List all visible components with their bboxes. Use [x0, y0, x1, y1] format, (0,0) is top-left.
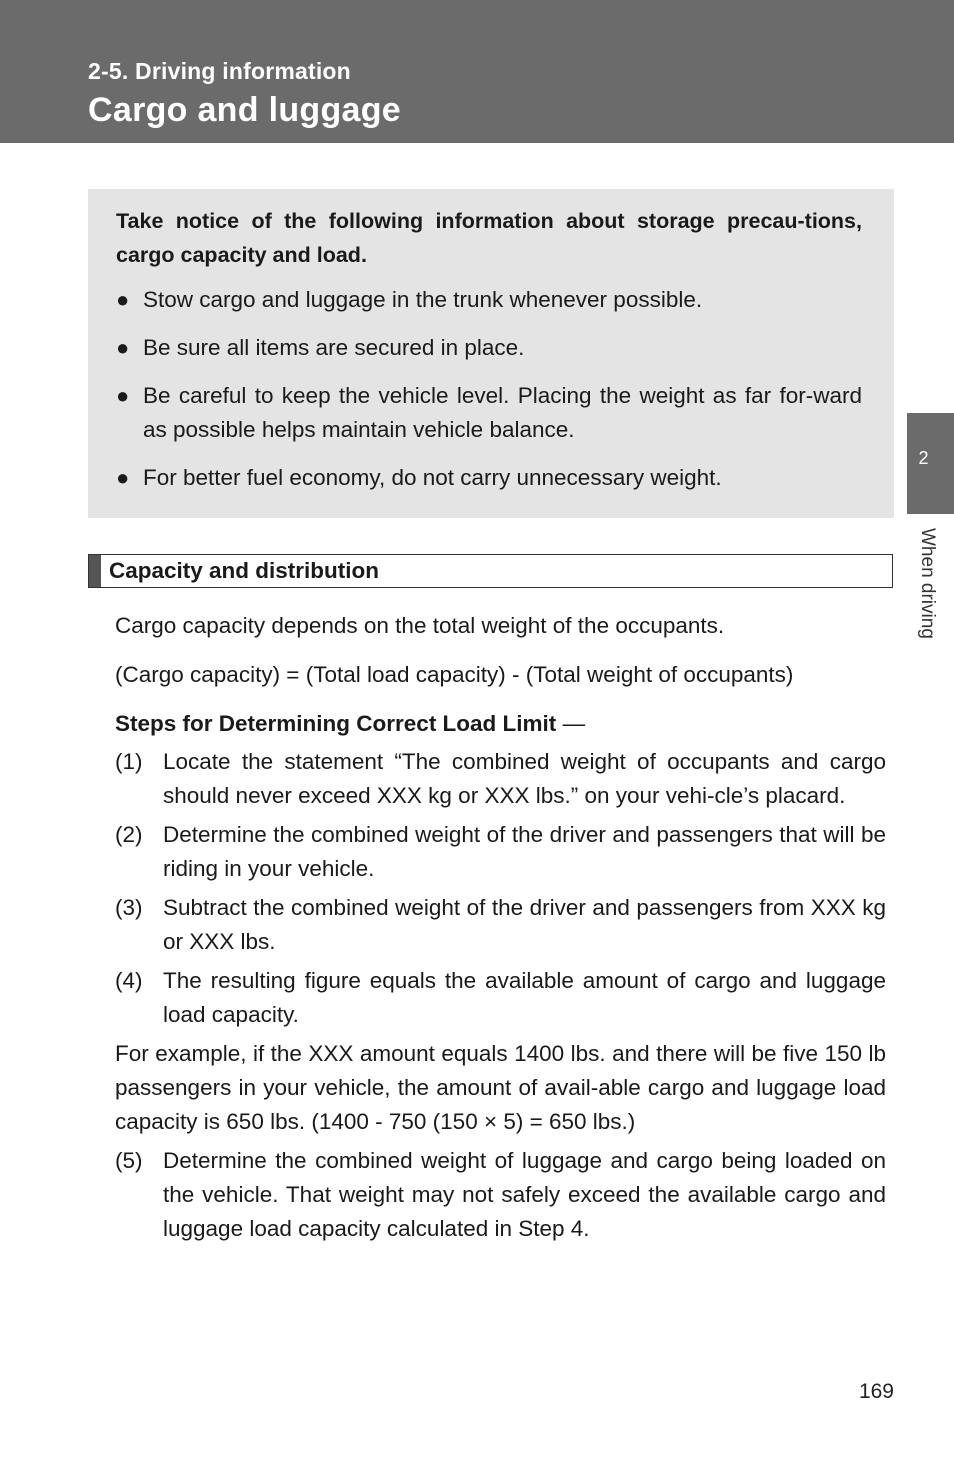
steps-title	[115, 707, 886, 741]
notice-bullet	[116, 461, 862, 495]
step-text: Determine the combined weight of the driver and passengers that will be riding in your vehicle.	[163, 822, 886, 881]
step-text: Locate the statement “The combined weight of occupants and cargo should never exceed XXX kg or XXX lbs.” on your vehi-cle’s placard.	[163, 749, 886, 808]
step-text: Determine the combined weight of luggage and cargo being loaded on the vehicle. That weight may not safely exceed the available cargo and luggage load capacity calculated in Step 4.	[163, 1148, 886, 1241]
bullet-icon: ●	[116, 465, 130, 490]
step-number: (5)	[115, 1148, 143, 1173]
notice-bullet	[116, 283, 862, 317]
chapter-label: When driving	[917, 528, 938, 639]
page-header	[0, 0, 954, 143]
step-item	[115, 964, 886, 1032]
step-example: For example, if the XXX amount equals 1400 lbs. and there will be five 150 lb passengers in your vehicle, the amount of avail-able cargo and luggage load capacity is 650 lbs. (1400 - 750 (150 × 5) = 650 lbs.)	[115, 1041, 886, 1134]
step-number: (1)	[115, 749, 143, 774]
section-heading-bar	[89, 555, 101, 587]
step-number: (4)	[115, 968, 143, 993]
step-item	[115, 745, 886, 813]
bullet-text: Be sure all items are secured in place.	[143, 335, 525, 360]
step-item	[115, 818, 886, 886]
notice-intro: Take notice of the following information about storage precau-tions, cargo capacity and load.	[116, 209, 862, 267]
capacity-formula: (Cargo capacity) = (Total load capacity) - (Total weight of occupants)	[115, 662, 794, 687]
bullet-text: Be careful to keep the vehicle level. Placing the weight as far for-ward as possible helps maintain vehicle balance.	[143, 383, 862, 442]
page-title: Cargo and luggage	[88, 91, 402, 129]
notice-box	[88, 189, 894, 518]
bullet-icon: ●	[116, 335, 130, 360]
bullet-icon: ●	[116, 287, 130, 312]
notice-bullet	[116, 379, 862, 447]
step-text: The resulting figure equals the available amount of cargo and luggage load capacity.	[163, 968, 886, 1027]
bullet-text: Stow cargo and luggage in the trunk whenever possible.	[143, 287, 703, 312]
step-text: Subtract the combined weight of the driver and passengers from XXX kg or XXX lbs.	[163, 895, 886, 954]
bullet-text: For better fuel economy, do not carry unnecessary weight.	[143, 465, 722, 490]
section-body	[115, 609, 886, 1251]
bullet-icon: ●	[116, 383, 130, 408]
section-heading-label: Capacity and distribution	[109, 558, 380, 583]
capacity-paragraph: Cargo capacity depends on the total weight of the occupants.	[115, 613, 725, 638]
page-number: 169	[858, 1380, 894, 1403]
section-heading	[88, 554, 893, 588]
chapter-tab	[907, 413, 954, 514]
steps-title-text: Steps for Determining Correct Load Limit	[115, 711, 557, 736]
section-label: 2-5. Driving information	[88, 58, 351, 84]
steps-title-dash: —	[562, 711, 586, 736]
step-number: (3)	[115, 895, 143, 920]
step-item	[115, 891, 886, 959]
step-item	[115, 1144, 886, 1246]
notice-bullet	[116, 331, 862, 365]
step-number: (2)	[115, 822, 143, 847]
chapter-number: 2	[918, 448, 929, 468]
